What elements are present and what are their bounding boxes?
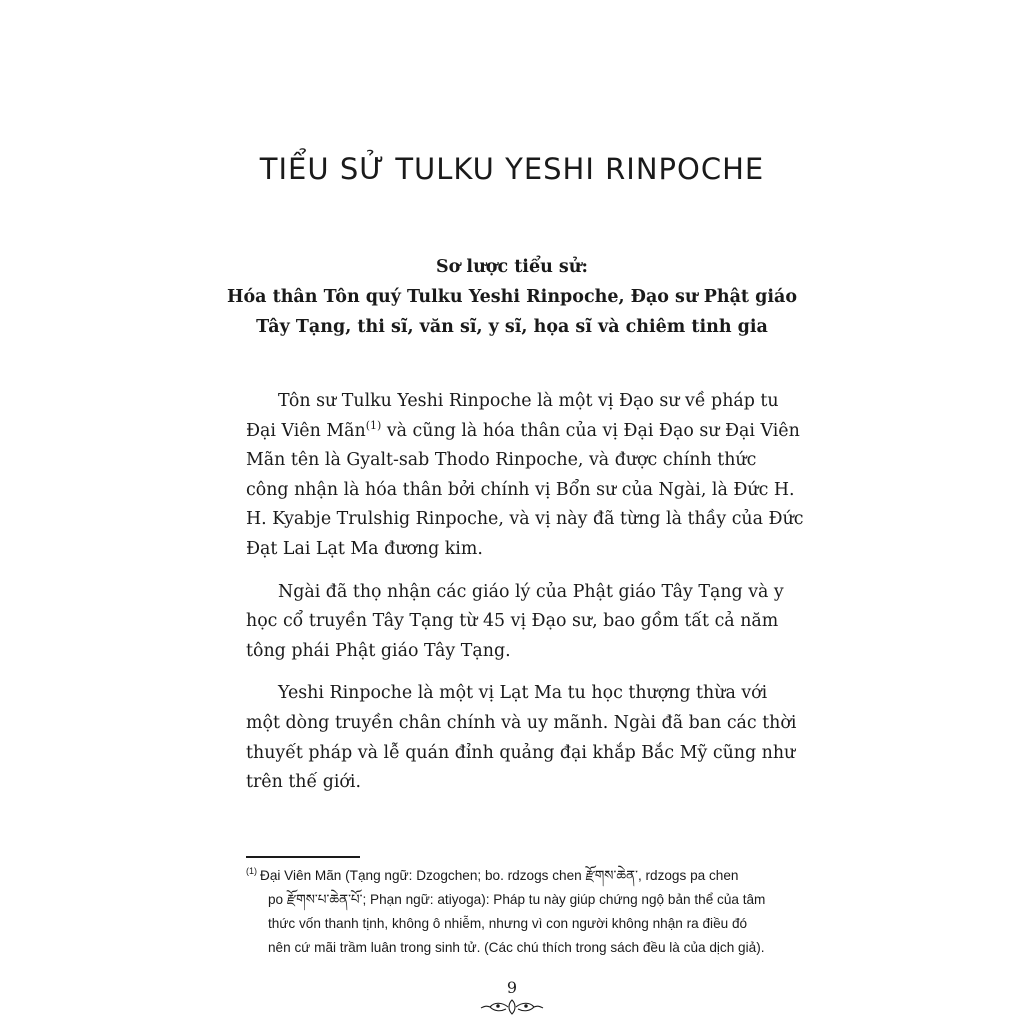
summary-line: Tây Tạng, thi sĩ, văn sĩ, y sĩ, họa sĩ và chiêm tinh gia bbox=[256, 317, 768, 337]
footnote-reference[interactable]: (1) bbox=[365, 418, 382, 432]
footnote-line: po རྫོགས་པ་ཆེན་པོ་; Phạn ngữ: atiyoga): Pháp tu này giúp chứng ngộ bản thể của tâm bbox=[268, 892, 766, 907]
footnote-line: thức vốn thanh tịnh, không ô nhiễm, nhưng vì con người không nhận ra điều đó bbox=[268, 916, 748, 931]
footnote-line: nên cứ mãi trầm luân trong sinh tử. (Các chú thích trong sách đều là của dịch giả). bbox=[268, 940, 765, 955]
footnote-marker: (1) bbox=[246, 866, 257, 877]
paragraph bbox=[246, 578, 784, 667]
paragraph bbox=[246, 387, 804, 565]
text-line: Yeshi Rinpoche là một vị Lạt Ma tu học thượng thừa với bbox=[278, 683, 768, 704]
text-line: một dòng truyền chân chính và uy mãnh. Ngài đã ban các thời bbox=[246, 712, 797, 733]
footnote-line bbox=[246, 864, 786, 888]
text-line: H. Kyabje Trulshig Rinpoche, và vị này đã từng là thầy của Đức bbox=[246, 509, 804, 530]
summary-heading: Sơ lược tiểu sử: bbox=[436, 257, 588, 277]
text-line: tông phái Phật giáo Tây Tạng. bbox=[246, 640, 511, 661]
text-line: Đạt Lai Lạt Ma đương kim. bbox=[246, 538, 483, 559]
summary-block bbox=[150, 252, 874, 342]
text-line: Tôn sư Tulku Yeshi Rinpoche là một vị Đạo sư về pháp tu bbox=[278, 391, 779, 411]
page-title: TIỂU SỬ TULKU YESHI RINPOCHE bbox=[259, 152, 765, 186]
ornament-icon bbox=[478, 996, 546, 1018]
footnote-text: Đại Viên Mãn (Tạng ngữ: Dzogchen; bo. rdzogs chen རྫོགས་ཆེན་, rdzogs pa chen bbox=[260, 868, 739, 883]
text-fragment: Đại Viên Mãn bbox=[246, 420, 366, 441]
text-line: công nhận là hóa thân bởi chính vị Bổn sư của Ngài, là Đức H. bbox=[246, 479, 795, 500]
text-line: học cổ truyền Tây Tạng từ 45 vị Đạo sư, bao gồm tất cả năm bbox=[246, 611, 779, 632]
text-fragment: và cũng là hóa thân của vị Đại Đạo sư Đại Viên bbox=[381, 420, 800, 441]
summary-line: Hóa thân Tôn quý Tulku Yeshi Rinpoche, Đạo sư Phật giáo bbox=[226, 287, 798, 307]
text-line: thuyết pháp và lễ quán đỉnh quảng đại khắp Bắc Mỹ cũng như bbox=[246, 742, 796, 763]
text-line: Ngài đã thọ nhận các giáo lý của Phật giáo Tây Tạng và y bbox=[278, 581, 784, 602]
page-number: 9 bbox=[506, 978, 518, 997]
body-text bbox=[246, 387, 804, 811]
footnote-divider bbox=[246, 856, 360, 858]
footnote bbox=[246, 864, 786, 960]
text-line bbox=[246, 417, 800, 447]
text-line: Mãn tên là Gyalt-sab Thodo Rinpoche, và được chính thức bbox=[246, 450, 757, 471]
text-line: trên thế giới. bbox=[246, 772, 361, 793]
paragraph bbox=[246, 679, 797, 797]
